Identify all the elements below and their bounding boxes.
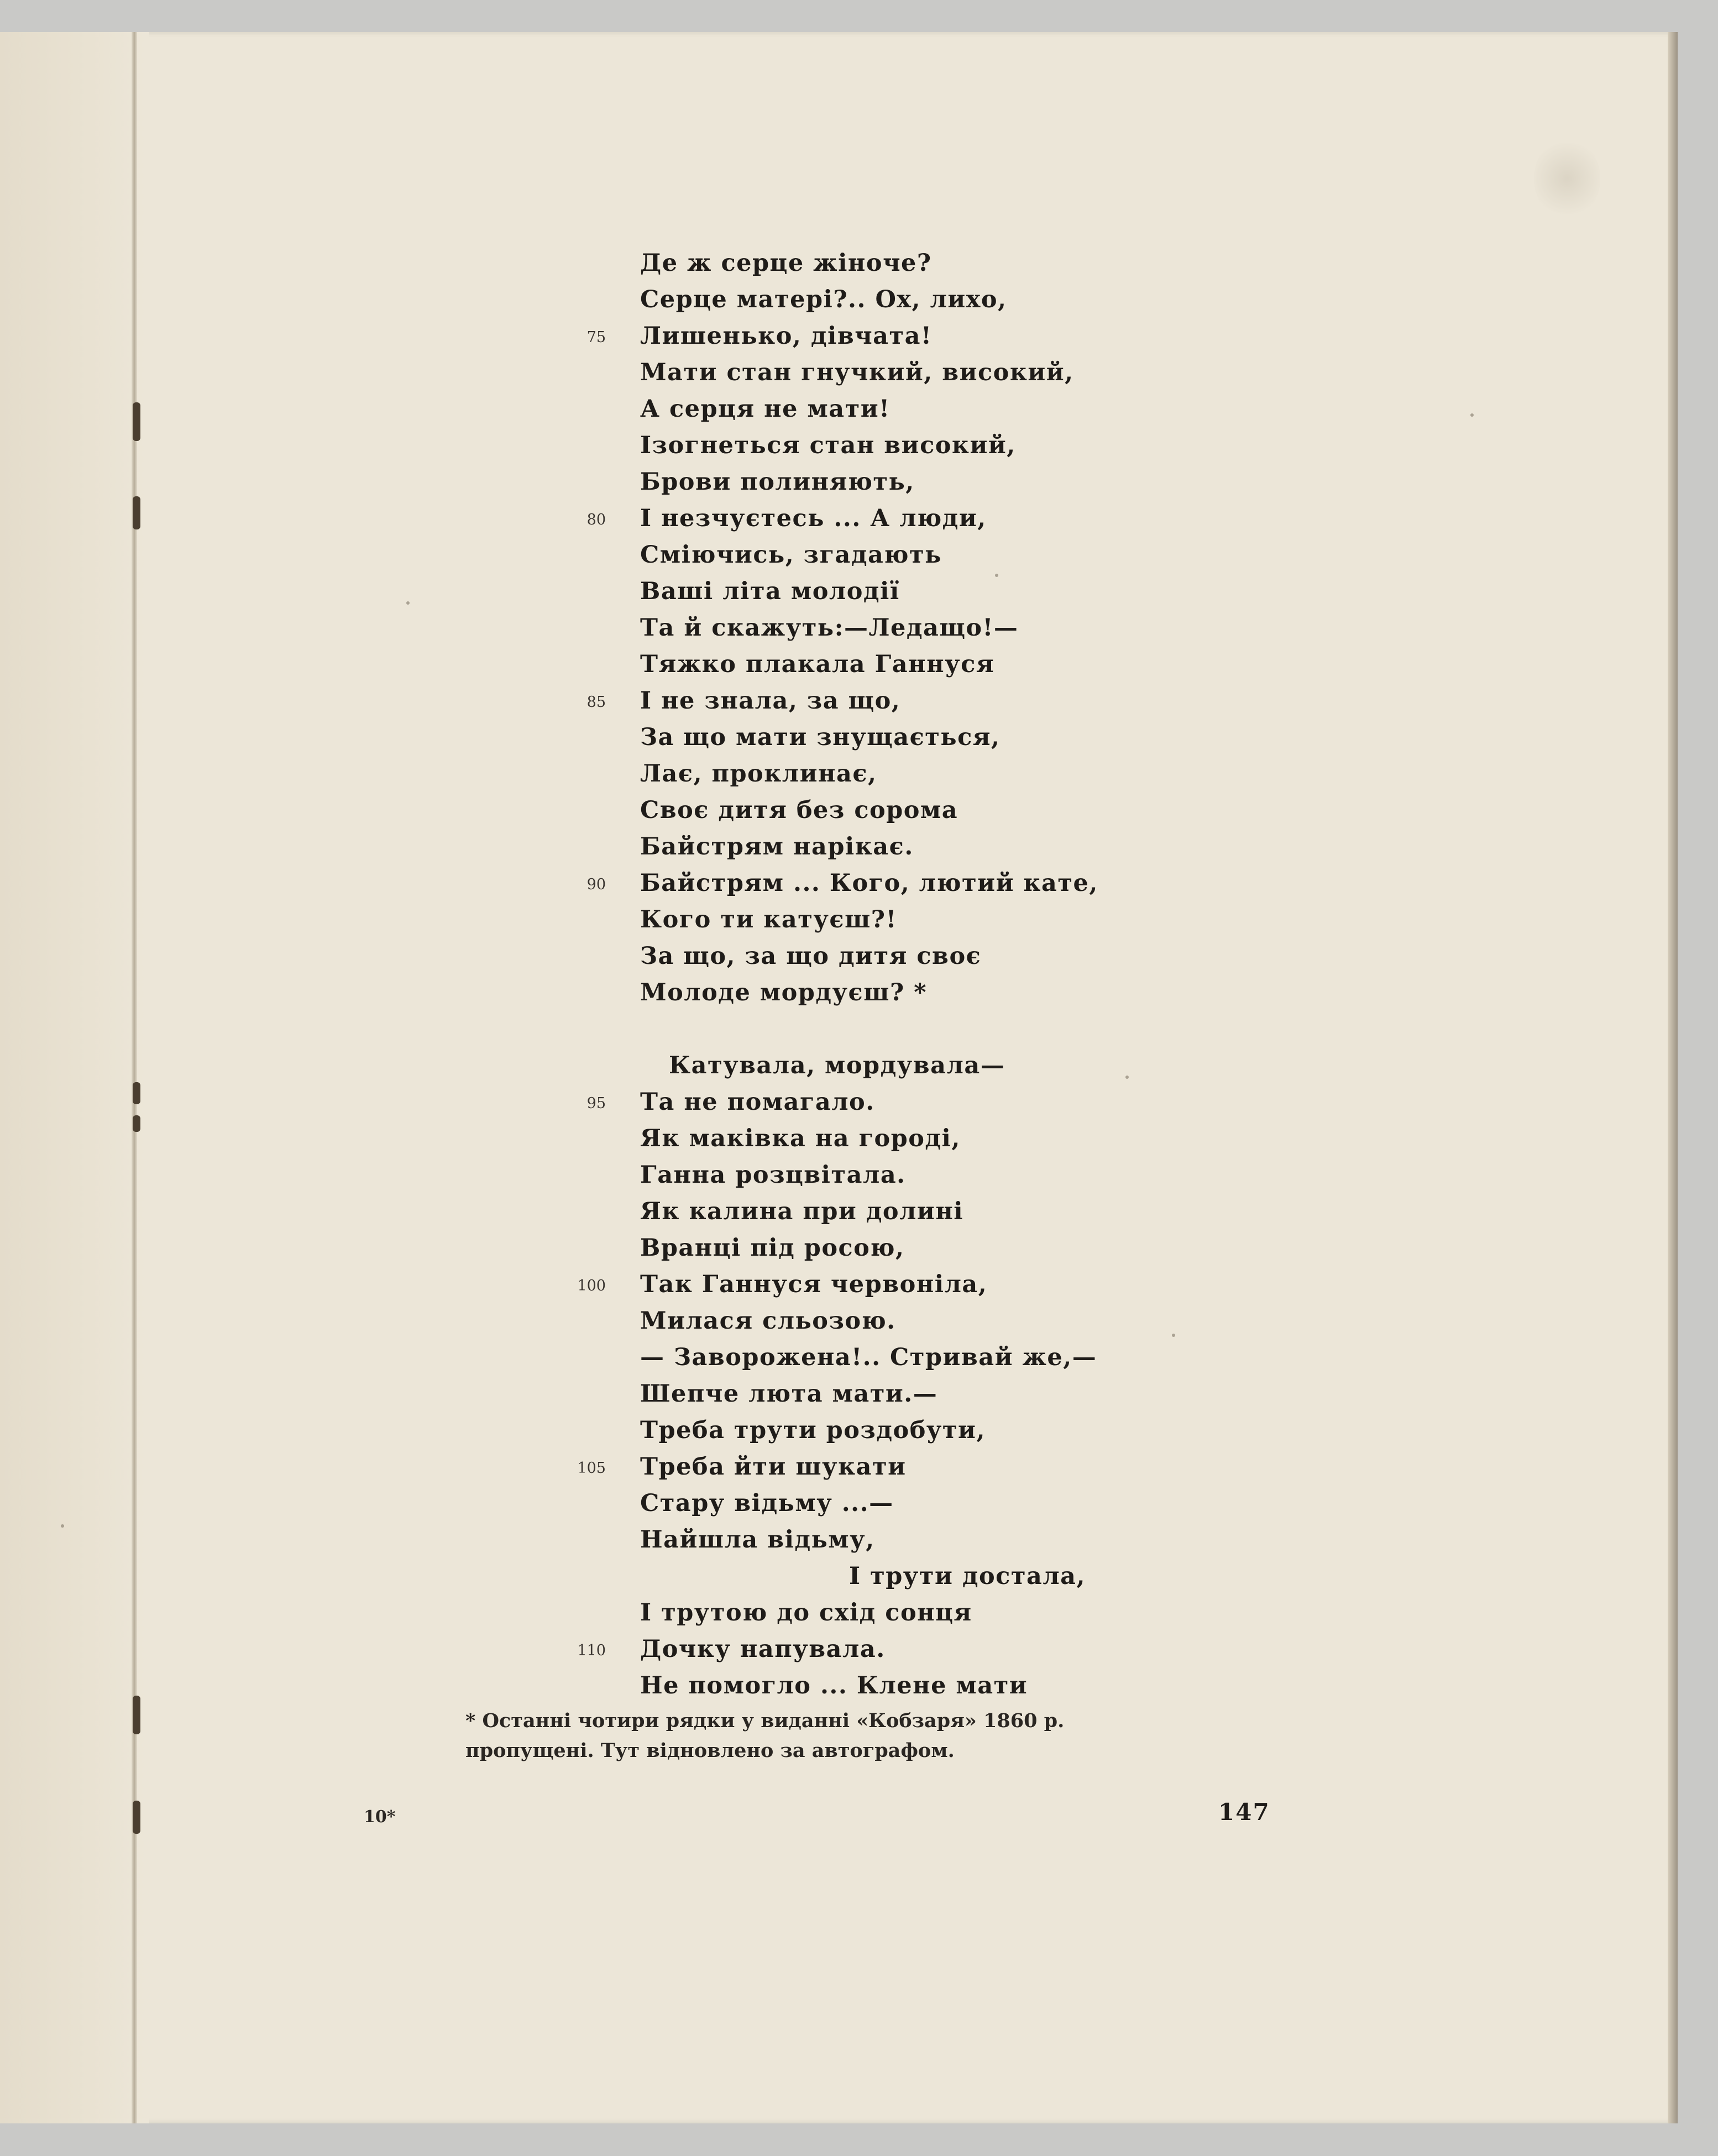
poem-line: Вранці під росою, [640, 1234, 905, 1262]
poem-line: Милася сльозою. [640, 1307, 896, 1335]
poem-line: Мати стан гнучкий, високий, [640, 359, 1074, 386]
poem-line: Треба трути роздобути, [640, 1417, 986, 1444]
poem-line: Лає, проклинає, [640, 760, 877, 788]
page-number: 147 [1218, 1798, 1270, 1825]
line-number: 110 [577, 1642, 606, 1659]
poem-line: Байстрям ... Кого, лютий кате, [640, 869, 1098, 897]
poem-line: Кого ти катуєш?! [640, 906, 897, 933]
poem-line: Катувала, мордувала— [669, 1052, 1005, 1079]
poem-line: Молоде мордуєш? * [640, 979, 928, 1006]
line-number: 95 [586, 1095, 606, 1112]
poem-line: Ганна розцвітала. [640, 1161, 906, 1189]
poem-line: Та й скажуть:—Ледащо!— [640, 614, 1019, 642]
line-number: 85 [586, 694, 606, 711]
poem-line: Ізогнеться стан високий, [640, 432, 1016, 459]
poem-line: Ваші літа молодії [640, 578, 900, 605]
footnote-line-2: пропущені. Тут відновлено за автографом. [465, 1739, 955, 1762]
poem-line: І трутою до схід сонця [640, 1599, 972, 1627]
poem-line: Шепче люта мати.— [640, 1380, 938, 1408]
poem-line: Брови полиняють, [640, 468, 915, 496]
poem-line: Найшла відьму, [640, 1526, 875, 1554]
poem-line: За що, за що дитя своє [640, 942, 982, 970]
poem-line: Лишенько, дівчата! [640, 322, 933, 350]
poem-line: Не помогло ... Клене мати [640, 1672, 1028, 1699]
poem-line: І незчуєтесь ... А люди, [640, 505, 987, 532]
poem-line: За що мати знущається, [640, 723, 1001, 751]
line-number: 90 [586, 876, 606, 893]
poem-line: Треба йти шукати [640, 1453, 907, 1481]
poem-line: І не знала, за що, [640, 687, 901, 715]
poem-line: Стару відьму ...— [640, 1489, 894, 1517]
poem-line: Та не помагало. [640, 1088, 875, 1116]
poem-line: Де ж серце жіноче? [640, 249, 932, 277]
poem-line: Як маківка на городі, [640, 1125, 961, 1152]
line-number: 100 [577, 1277, 606, 1294]
line-number: 105 [577, 1460, 606, 1477]
line-number: 75 [586, 329, 606, 346]
poem-line: Так Ганнуся червоніла, [640, 1271, 988, 1298]
poem-line: Своє дитя без сорома [640, 796, 958, 824]
poem-line: — Заворожена!.. Стривай же,— [640, 1344, 1097, 1371]
signature-mark: 10* [364, 1807, 396, 1827]
poem-line: А серця не мати! [640, 395, 891, 423]
poem-line: Як калина при долині [640, 1198, 964, 1225]
poem-line: І трути достала, [849, 1562, 1086, 1590]
poem-line: Дочку напувала. [640, 1635, 886, 1663]
footnote-line-1: * Останні чотири рядки у виданні «Кобзаря» 1860 р. [465, 1709, 1065, 1732]
poem-line: Серце матері?.. Ох, лихо, [640, 286, 1007, 313]
poem-line: Тяжко плакала Ганнуся [640, 651, 995, 678]
poem-line: Сміючись, згадають [640, 541, 942, 569]
poem-line: Байстрям нарікає. [640, 833, 914, 861]
line-number: 80 [586, 511, 606, 528]
